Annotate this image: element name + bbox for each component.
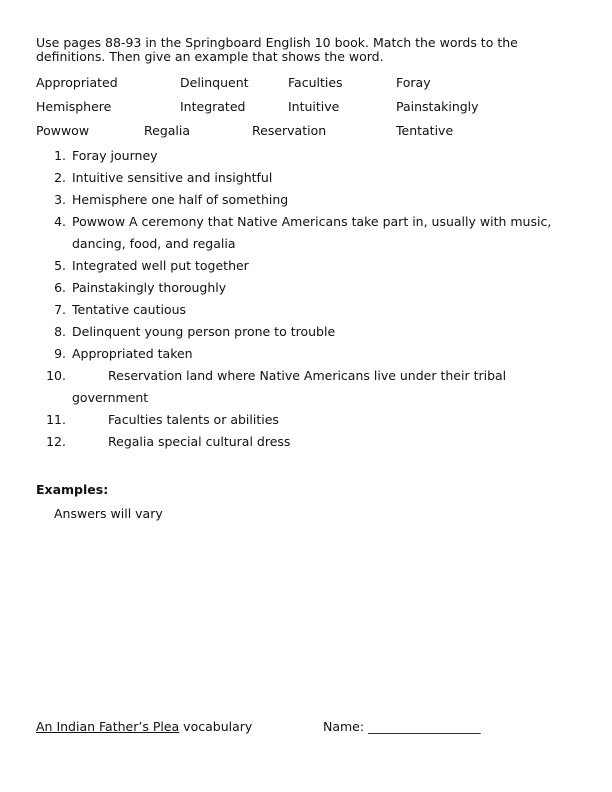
definition-item [36, 321, 576, 343]
word-bank-row-2 [36, 99, 576, 115]
definition-text: Foray journey [72, 148, 158, 163]
definition-continuation: dancing, food, and regalia [72, 236, 236, 251]
definition-text: Appropriated taken [72, 346, 193, 361]
examples-answer: Answers will vary [54, 506, 163, 521]
instructions: Use pages 88-93 in the Springboard English 10 book. Match the words to the definitions. Then give an example that shows the word. [36, 35, 518, 64]
word-bank-word: Reservation [252, 123, 327, 138]
definition-list [36, 145, 576, 453]
definition-text: Reservation land where Native Americans live under their tribal [108, 368, 507, 383]
word-bank-word: Intuitive [288, 99, 340, 114]
definition-text: Faculties talents or abilities [108, 412, 279, 427]
definition-number: 5. [54, 258, 66, 273]
name-field [323, 719, 481, 734]
definition-text: Tentative cautious [72, 302, 187, 317]
name-label: Name: [323, 719, 369, 734]
definition-item [36, 343, 576, 365]
definition-number: 7. [54, 302, 66, 317]
definition-text: Regalia special cultural dress [108, 434, 291, 449]
word-bank-word: Tentative [396, 123, 454, 138]
definition-text: Intuitive sensitive and insightful [72, 170, 273, 185]
word-bank-word: Integrated [180, 99, 246, 114]
definition-item [36, 167, 576, 189]
definition-number: 3. [54, 192, 66, 207]
definition-text: Hemisphere one half of something [72, 192, 289, 207]
definition-item [36, 299, 576, 321]
word-bank-row-1 [36, 75, 576, 91]
definition-item [36, 189, 576, 211]
definition-number: 2. [54, 170, 66, 185]
word-bank-word: Regalia [144, 123, 191, 138]
footer-title-suffix: vocabulary [179, 719, 253, 734]
definition-item [36, 431, 576, 453]
word-bank-row-3 [36, 123, 576, 139]
definition-number: 4. [54, 214, 66, 229]
definition-number: 12. [46, 434, 66, 449]
definition-number: 10. [46, 368, 66, 383]
definition-item [36, 409, 576, 431]
examples-heading: Examples: [36, 482, 109, 497]
footer-title [36, 719, 252, 734]
definition-text: Painstakingly thoroughly [72, 280, 227, 295]
definition-item [36, 277, 576, 299]
definition-text: Delinquent young person prone to trouble [72, 324, 336, 339]
definition-item [36, 211, 576, 255]
word-bank-word: Delinquent [180, 75, 249, 90]
name-blank: __________________ [368, 719, 481, 734]
definition-text: Integrated well put together [72, 258, 249, 273]
definition-item [36, 145, 576, 167]
definition-number: 1. [54, 148, 66, 163]
definition-continuation: government [72, 390, 149, 405]
definition-number: 8. [54, 324, 66, 339]
definition-number: 6. [54, 280, 66, 295]
story-title: An Indian Father’s Plea [36, 719, 180, 734]
word-bank-word: Painstakingly [396, 99, 479, 114]
definition-item [36, 255, 576, 277]
word-bank-word: Powwow [36, 123, 90, 138]
word-bank-word: Appropriated [36, 75, 118, 90]
definition-number: 11. [46, 412, 66, 427]
word-bank-word: Faculties [288, 75, 343, 90]
word-bank-word: Hemisphere [36, 99, 112, 114]
definition-text: Powwow A ceremony that Native Americans take part in, usually with music, [72, 214, 552, 229]
definition-number: 9. [54, 346, 66, 361]
word-bank-word: Foray [396, 75, 431, 90]
definition-item [36, 365, 576, 409]
